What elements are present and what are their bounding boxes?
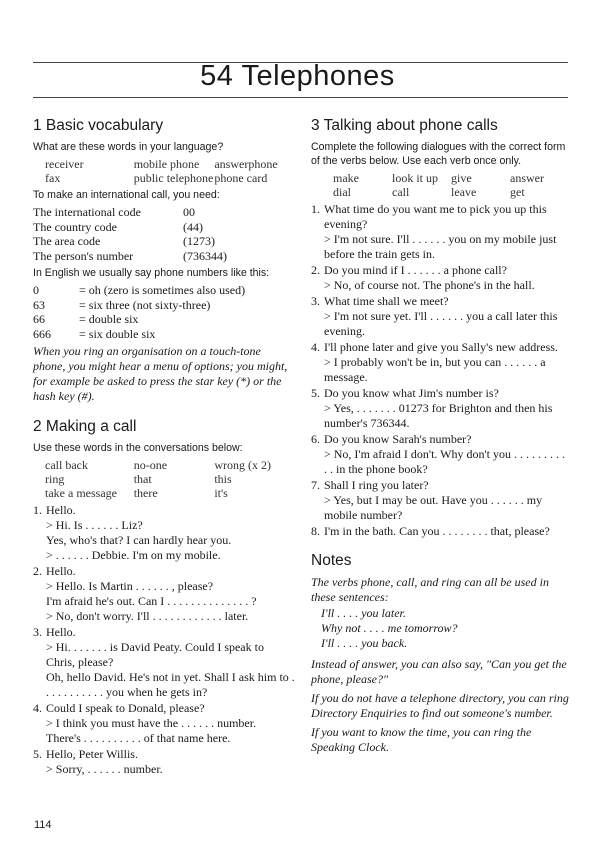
page-number: 114: [34, 819, 52, 831]
touch-tone-note: When you ring an organisation on a touch-tone phone, you might hear a menu of options; you might, for example be asked to press the star key (*) or the hash key (#).: [33, 344, 288, 403]
verb-word: dial: [333, 185, 351, 199]
number-spoken: = six three (not sixty-three): [79, 297, 211, 312]
word-box-item: that: [133, 472, 152, 486]
item-number: 1.: [33, 503, 42, 517]
code-value: (44): [183, 219, 203, 234]
number-pronunciation-list: [33, 283, 295, 341]
notes-example: Why not . . . . me tomorrow?: [321, 621, 458, 635]
dialogue-item: [33, 747, 295, 777]
notes-paragraph: If you do not have a telephone directory, you can ring Directory Enquiries to find out someone's number.: [311, 691, 569, 720]
vocab-word: fax: [45, 171, 61, 185]
dialogue-line: > No, don't worry. I'll . . . . . . . . . . . . later.: [46, 609, 249, 623]
dialogue-line: > I'm not sure yet. I'll . . . . . . you a call later this evening.: [324, 309, 558, 338]
making-call-dialogues: [33, 503, 295, 777]
call-code-list: [33, 205, 295, 263]
section-3-instruction: Complete the following dialogues with the correct form of the verbs below. Use each verb once only.: [311, 141, 566, 167]
dialogue-item: [311, 386, 569, 431]
dialogue-line: > Hi. . . . . . . is David Peaty. Could I speak to Chris, please?: [46, 640, 264, 669]
phone-call-dialogues: [311, 202, 569, 539]
left-column: [33, 117, 295, 778]
word-box-item: take a message: [45, 486, 117, 500]
notes-examples: [311, 606, 569, 651]
dialogue-item: [311, 478, 569, 523]
item-number: 4.: [311, 340, 320, 354]
dialogue-line: Do you know Sarah's number?: [324, 432, 472, 446]
notes-heading: Notes: [311, 552, 352, 569]
item-number: 7.: [311, 478, 320, 492]
dialogue-line: I'm in the bath. Can you . . . . . . . . that, please?: [324, 524, 550, 538]
dialogue-line: I'm afraid he's out. Can I . . . . . . . . . . . . . . ?: [46, 594, 257, 608]
dialogue-line: Hello, Peter Willis.: [46, 747, 138, 761]
verb-word: look it up: [392, 171, 439, 185]
dialogue-item: [311, 432, 569, 477]
title-underline: [33, 97, 568, 98]
dialogue-line: > Sorry, . . . . . . number.: [46, 762, 163, 776]
dialogue-line: There's . . . . . . . . . . of that name here.: [46, 731, 231, 745]
number-saying-instruction: In English we usually say phone numbers like this:: [33, 267, 270, 279]
dialogue-line: > Hi. Is . . . . . . Liz?: [46, 518, 143, 532]
dialogue-line: > Hello. Is Martin . . . . . . , please?: [46, 579, 214, 593]
number-digits: 666: [33, 326, 51, 341]
international-call-instruction: To make an international call, you need:: [33, 189, 220, 201]
dialogue-line: > I'm not sure. I'll . . . . . . you on my mobile just before the train gets in.: [324, 232, 557, 261]
notes-paragraph: Instead of answer, you can also say, "Can you get the phone, please?": [311, 657, 567, 686]
section-1-heading: 1 Basic vocabulary: [33, 117, 164, 134]
dialogue-item: [311, 524, 569, 539]
verb-word: answer: [510, 171, 544, 185]
dialogue-line: > No, I'm afraid I don't. Why don't you . . . . . . . . . . . in the phone book?: [324, 447, 566, 476]
notes-paragraph: If you want to know the time, you can ring the Speaking Clock.: [311, 725, 532, 754]
vocab-word: receiver: [45, 157, 84, 171]
dialogue-line: What time shall we meet?: [324, 294, 449, 308]
right-column: [311, 117, 569, 759]
dialogue-line: Do you know what Jim's number is?: [324, 386, 499, 400]
vocab-word: public telephone: [133, 171, 214, 185]
word-box-item: wrong (x 2): [214, 458, 271, 472]
dialogue-line: I'll phone later and give you Sally's new address.: [324, 340, 558, 354]
code-label: The international code: [33, 205, 141, 219]
dialogue-item: [311, 294, 569, 339]
number-spoken: = double six: [79, 312, 139, 326]
item-number: 4.: [33, 701, 42, 715]
dialogue-line: > No, of course not. The phone's in the hall.: [324, 278, 535, 292]
item-number: 1.: [311, 202, 320, 216]
dialogue-line: > I think you must have the . . . . . . number.: [46, 716, 257, 730]
dialogue-line: Oh, hello David. He's not in yet. Shall I ask him to . . . . . . . . . . . you when he gets in?: [46, 670, 295, 699]
item-number: 5.: [311, 386, 320, 400]
section-2-heading: 2 Making a call: [33, 418, 137, 435]
dialogue-item: [311, 202, 569, 262]
word-box-item: this: [214, 472, 232, 486]
item-number: 3.: [311, 294, 320, 308]
dialogue-line: > Yes, . . . . . . . 01273 for Brighton and then his number's 736344.: [324, 401, 553, 430]
dialogue-line: What time do you want me to pick you up this evening?: [324, 202, 547, 231]
dialogue-line: > I probably won't be in, but you can . . . . . . a message.: [324, 355, 546, 384]
dialogue-line: > Yes, but I may be out. Have you . . . . . . my mobile number?: [324, 493, 543, 522]
item-number: 8.: [311, 524, 320, 538]
verb-word: leave: [451, 185, 477, 199]
verb-word-list: [333, 171, 569, 199]
section-3-heading: 3 Talking about phone calls: [311, 117, 498, 134]
code-value: (736344): [183, 248, 227, 263]
verb-word: make: [333, 171, 359, 185]
code-label: The country code: [33, 219, 117, 234]
verb-word: call: [392, 185, 410, 199]
dialogue-line: Yes, who's that? I can hardly hear you.: [46, 533, 232, 547]
dialogue-line: > . . . . . . Debbie. I'm on my mobile.: [46, 548, 221, 562]
number-spoken: = oh (zero is sometimes also used): [79, 283, 246, 297]
making-call-word-list: [45, 458, 295, 500]
word-box-item: it's: [214, 486, 228, 500]
verb-word: get: [510, 185, 525, 199]
dialogue-line: Hello.: [46, 503, 76, 517]
dialogue-line: Hello.: [46, 564, 76, 578]
number-spoken: = six double six: [79, 326, 156, 341]
dialogue-item: [33, 625, 295, 700]
section-2-instruction: Use these words in the conversations below:: [33, 442, 243, 454]
number-digits: 0: [33, 283, 39, 297]
code-label: The person's number: [33, 248, 134, 263]
code-value: 00: [183, 205, 195, 219]
notes-paragraph: The verbs phone, call, and ring can all be used in these sentences:: [311, 575, 549, 604]
vocab-word: phone card: [214, 171, 268, 185]
vocab-word: answerphone: [214, 157, 278, 171]
dialogue-item: [33, 701, 295, 746]
section-1-question: What are these words in your language?: [33, 141, 224, 153]
page-title: 54 Telephones: [200, 60, 395, 92]
item-number: 5.: [33, 747, 42, 761]
dialogue-line: Shall I ring you later?: [324, 478, 429, 492]
item-number: 3.: [33, 625, 42, 639]
vocab-word: mobile phone: [133, 157, 200, 171]
dialogue-line: Do you mind if I . . . . . . a phone call?: [324, 263, 507, 277]
dialogue-item: [33, 564, 295, 624]
dialogue-line: Could I speak to Donald, please?: [46, 701, 205, 715]
item-number: 2.: [311, 263, 320, 277]
dialogue-item: [33, 503, 295, 563]
code-label: The area code: [33, 234, 101, 248]
dialogue-item: [311, 263, 569, 293]
dialogue-line: Hello.: [46, 625, 76, 639]
notes-example: I'll . . . . you later.: [321, 606, 406, 620]
vocabulary-word-list: [45, 157, 295, 185]
number-digits: 63: [33, 297, 45, 312]
item-number: 2.: [33, 564, 42, 578]
number-digits: 66: [33, 312, 45, 326]
word-box-item: no-one: [133, 458, 168, 472]
word-box-item: ring: [45, 472, 65, 486]
dialogue-item: [311, 340, 569, 385]
verb-word: give: [451, 171, 472, 185]
notes-example: I'll . . . . you back.: [321, 636, 408, 650]
code-value: (1273): [183, 234, 215, 248]
word-box-item: there: [133, 486, 158, 500]
word-box-item: call back: [45, 458, 88, 472]
item-number: 6.: [311, 432, 320, 446]
